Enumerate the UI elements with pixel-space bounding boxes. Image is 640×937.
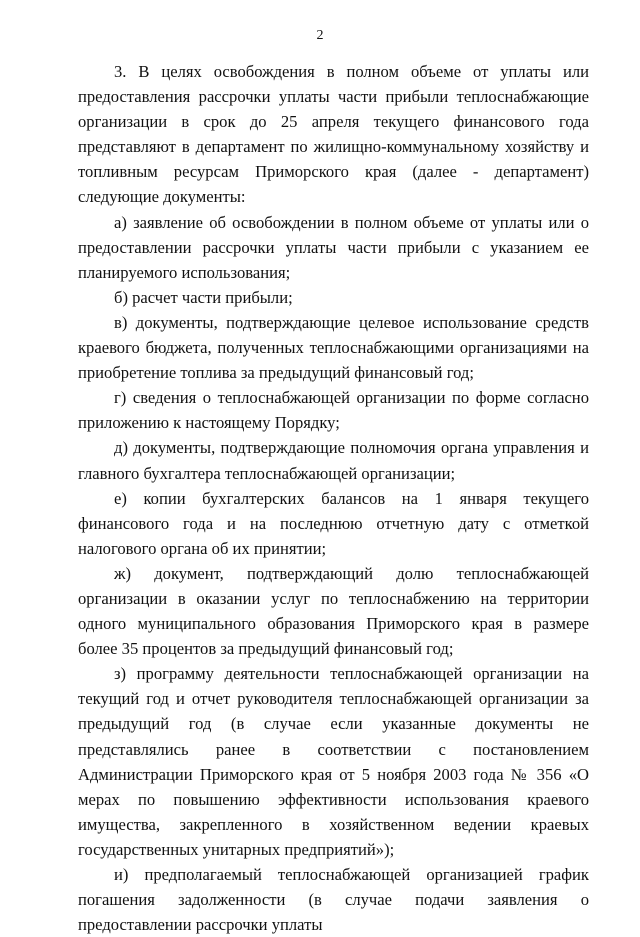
paragraph-subitem-a: а) заявление об освобождении в полном объеме от уплаты или о предоставлении рассрочки уплаты части прибыли с указанием ее планируемого использования; — [78, 212, 589, 282]
paragraph-subitem-v: в) документы, подтверждающие целевое использование средств краевого бюджета, полученных теплоснабжающими организациями на приобретение топлива за предыдущий финансовый год; — [78, 312, 589, 383]
paragraph-item-3: 3. В целях освобождения в полном объеме от уплаты или предоставления рассрочки уплаты части прибыли теплоснабжающие организации в срок до 25 апреля текущего финансового года представляют в департамент по жилищно-коммунальному хозяйству и топливным ресурсам Приморского края (далее - департамент) следующие документы: — [78, 62, 589, 207]
paragraph-subitem-b: б) расчет части прибыли; — [114, 287, 293, 307]
paragraph-subitem-d: д) документы, подтверждающие полномочия органа управления и главного бухгалтера теплоснабжающей организации; — [78, 438, 589, 483]
paragraph-subitem-g: г) сведения о теплоснабжающей организации по форме согласно приложению к настоящему Порядку; — [78, 388, 589, 433]
paragraph-subitem-zh: ж) документ, подтверждающий долю теплоснабжающей организации в оказании услуг по теплоснабжению на территории одного муниципального образования Приморского края в размере более 35 процентов за предыдущий финансовый год; — [78, 563, 589, 659]
document-body — [78, 59, 589, 937]
paragraph-subitem-i: и) предполагаемый теплоснабжающей организацией график погашения задолженности (в случае подачи заявления о предоставлении рассрочки уплаты — [78, 865, 589, 935]
paragraph-subitem-e: е) копии бухгалтерских балансов на 1 января текущего финансового года и на последнюю отчетную дату с отметкой налогового органа об их принятии; — [78, 488, 589, 558]
page-number: 2 — [316, 28, 324, 43]
paragraph-subitem-z: з) программу деятельности теплоснабжающей организации на текущий год и отчет руководителя теплоснабжающей организации за предыдущий год (в случае если указанные документы не представлялись ранее в соответствии с постановлением Администрации Приморского края от 5 ноября 2003 года № 356 «О мерах по повышению эффективности использования краевого имущества, закрепленного в хозяйственном ведении краевых государственных унитарных предприятий»); — [78, 664, 589, 859]
